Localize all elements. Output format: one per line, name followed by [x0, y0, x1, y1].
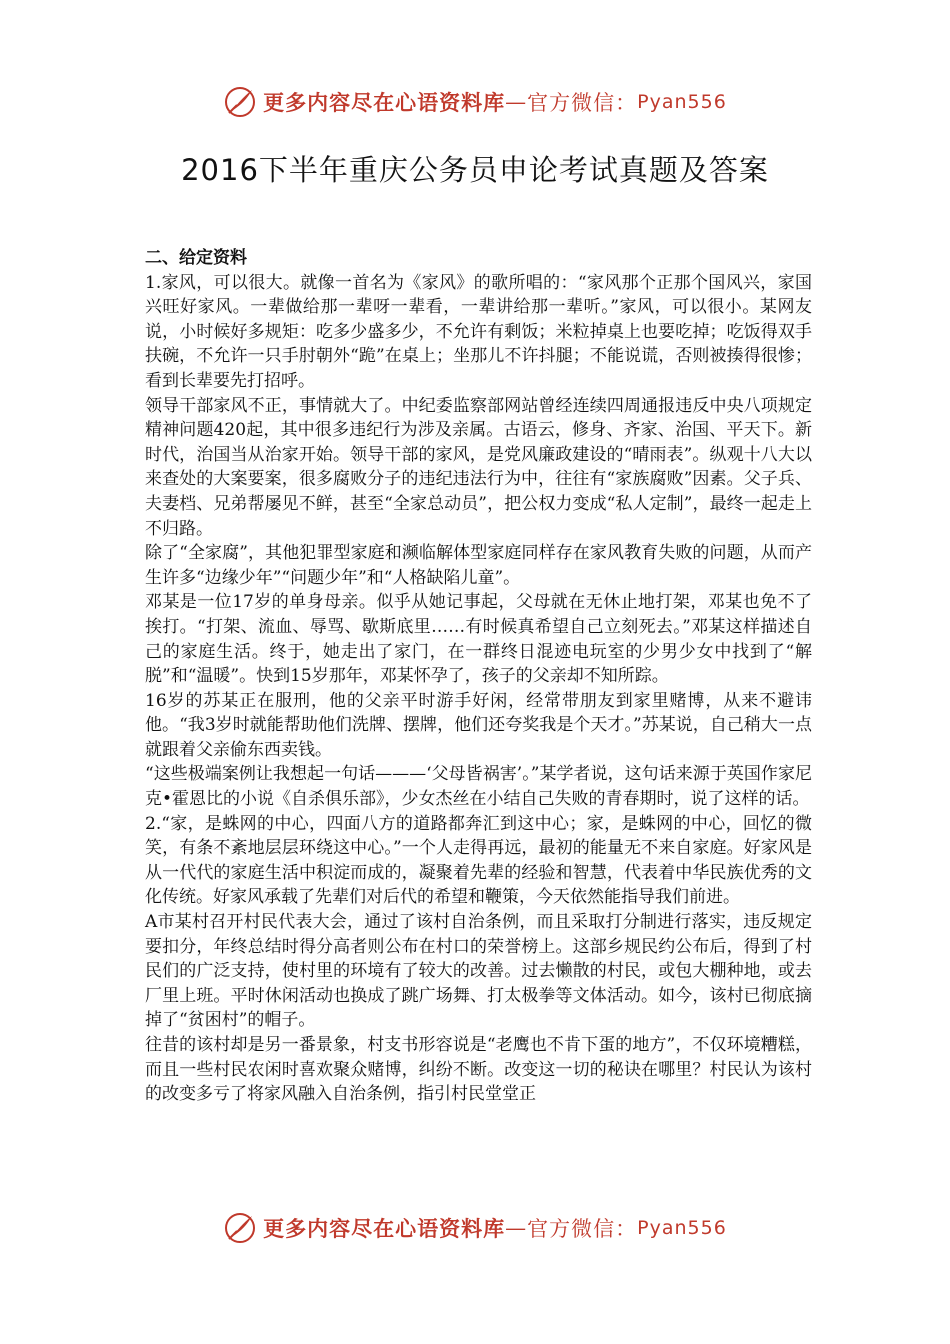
watermark-wechat-label: 官方微信：	[527, 91, 638, 115]
paragraph: 往昔的该村却是另一番景象，村支书形容说是“老鹰也不肯下蛋的地方”，不仅环境糟糕，而且一些村民农闲时喜欢聚众赌博，纠纷不断。改变这一切的秘诀在哪里？村民认为该村的改变多亏了将家风融入自治条例，指引村民堂堂正	[145, 1035, 812, 1105]
feather-logo-icon	[223, 85, 257, 119]
paragraph: 领导干部家风不正，事情就大了。中纪委监察部网站曾经连续四周通报违反中央八项规定精神问题420起，其中很多违纪行为涉及亲属。古语云，修身、齐家、治国、平天下。新时代，治国当从治家开始。领导干部的家风，是党风廉政建设的“晴雨表”。纵观十八大以来查处的大案要案，很多腐败分子的违纪违法行为中，往往有“家族腐败”因素。父子兵、夫妻档、兄弟帮屡见不鲜，甚至“全家总动员”，把公权力变成“私人定制”，最终一起走上不归路。	[145, 395, 812, 539]
watermark-separator: —	[505, 90, 528, 114]
watermark-wechat-id: Pyan556	[637, 91, 727, 113]
section-heading: 二、给定资料	[145, 248, 247, 268]
page-title: 2016下半年重庆公务员申论考试真题及答案	[181, 153, 769, 187]
watermark-wechat-id: Pyan556	[637, 1217, 727, 1239]
paragraph: 1.家风，可以很大。就像一首名为《家风》的歌所唱的：“家风那个正那个国风兴，家国兴旺好家风。一辈做给那一辈呀一辈看，一辈讲给那一辈听。”家风，可以很小。某网友说，小时候好多规矩：吃多少盛多少，不允许有剩饭；米粒掉桌上也要吃掉；吃饭得双手扶碗，不允许一只手肘朝外“跪”在桌上；坐那儿不许抖腿；不能说谎，否则被揍得很惨；看到长辈要先打招呼。	[145, 272, 812, 391]
watermark-banner-bottom	[0, 1208, 950, 1248]
watermark-library-text: 更多内容尽在心语资料库	[263, 90, 506, 115]
watermark-banner-top	[0, 82, 950, 122]
paragraph: 2.“家，是蛛网的中心，四面八方的道路都奔汇到这中心；家，是蛛网的中心，回忆的微笑，有条不紊地层层环绕这中心。”一个人走得再远，最初的能量无不来自家庭。好家风是从一代代的家庭生活中积淀而成的，凝聚着先辈的经验和智慧，代表着中华民族优秀的文化传统。好家风承载了先辈们对后代的希望和鞭策，今天依然能指导我们前进。	[145, 813, 812, 908]
paragraph: 16岁的苏某正在服刑，他的父亲平时游手好闲，经常带朋友到家里赌博，从来不避讳他。“我3岁时就能帮助他们洗牌、摆牌，他们还夸奖我是个天才。”苏某说，自己稍大一点就跟着父亲偷东西卖钱。	[145, 690, 812, 760]
paragraph: A市某村召开村民代表大会，通过了该村自治条例，而且采取打分制进行落实，违反规定要扣分，年终总结时得分高者则公布在村口的荣誉榜上。这部乡规民约公布后，得到了村民们的广泛支持，使村里的环境有了较大的改善。过去懒散的村民，或包大棚种地，或去厂里上班。平时休闲活动也换成了跳广场舞、打太极拳等文体活动。如今，该村已彻底摘掉了“贫困村”的帽子。	[145, 912, 812, 1031]
paragraph: “这些极端案例让我想起一句话———‘父母皆祸害’。”某学者说，这句话来源于英国作家尼克•霍恩比的小说《自杀俱乐部》，少女杰丝在小结自己失败的青春期时，说了这样的话。	[145, 764, 812, 810]
watermark-library-text: 更多内容尽在心语资料库	[263, 1216, 506, 1241]
paragraph: 除了“全家腐”，其他犯罪型家庭和濒临解体型家庭同样存在家风教育失败的问题，从而产生许多“边缘少年”“问题少年”和“人格缺陷儿童”。	[145, 543, 812, 588]
paragraph: 邓某是一位17岁的单身母亲。似乎从她记事起，父母就在无休止地打架，邓某也免不了挨打。“打架、流血、辱骂、歇斯底里……有时候真希望自己立刻死去。”邓某这样描述自己的家庭生活。终于，她走出了家门，在一群终日混迹电玩室的少男少女中找到了“解脱”和“温暖”。快到15岁那年，邓某怀孕了，孩子的父亲却不知所踪。	[145, 592, 812, 687]
watermark-wechat-label: 官方微信：	[527, 1217, 638, 1241]
feather-logo-icon	[223, 1211, 257, 1245]
watermark-separator: —	[505, 1216, 528, 1240]
document-body	[145, 246, 812, 1107]
